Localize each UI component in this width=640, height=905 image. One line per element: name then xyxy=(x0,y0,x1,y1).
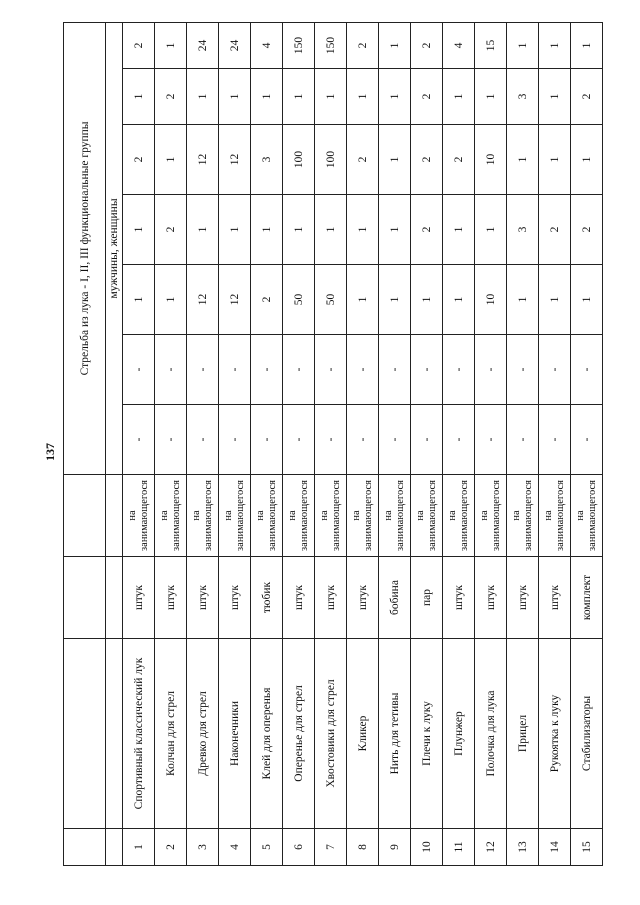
qty-cell: - xyxy=(538,404,570,474)
term-cell: 1 xyxy=(474,194,506,264)
term-cell: 2 xyxy=(410,68,442,124)
row-number: 3 xyxy=(186,828,218,865)
qty-cell: 100 xyxy=(282,124,314,194)
qty-cell: 1 xyxy=(378,22,410,68)
header-row xyxy=(63,22,105,865)
unit: пар xyxy=(410,556,442,638)
term-cell: 1 xyxy=(250,194,282,264)
term-cell: 1 xyxy=(378,194,410,264)
qty-cell: - xyxy=(122,404,154,474)
qty-cell: - xyxy=(506,334,538,404)
qty-cell: 15 xyxy=(474,22,506,68)
qty-cell: 2 xyxy=(250,264,282,334)
qty-cell: 10 xyxy=(474,264,506,334)
qty-cell: - xyxy=(346,334,378,404)
term-cell: 1 xyxy=(538,68,570,124)
qty-cell: 100 xyxy=(314,124,346,194)
qty-cell: 50 xyxy=(314,264,346,334)
table-row xyxy=(250,22,282,865)
header-cell-empty xyxy=(63,828,105,865)
distribution: на занимающегося xyxy=(346,474,378,556)
unit: штук xyxy=(154,556,186,638)
unit: штук xyxy=(218,556,250,638)
term-cell: 2 xyxy=(154,68,186,124)
term-cell: 2 xyxy=(410,194,442,264)
item-name: Хвостовики для стрел xyxy=(314,638,346,828)
distribution: на занимающегося xyxy=(250,474,282,556)
table-row xyxy=(378,22,410,865)
qty-cell: - xyxy=(186,334,218,404)
unit: штук xyxy=(314,556,346,638)
qty-cell: 150 xyxy=(282,22,314,68)
qty-cell: - xyxy=(250,404,282,474)
term-cell: 1 xyxy=(282,194,314,264)
header-cell-empty xyxy=(105,556,122,638)
unit: комплект xyxy=(570,556,602,638)
term-cell: 3 xyxy=(506,68,538,124)
qty-cell: 1 xyxy=(506,124,538,194)
row-number: 1 xyxy=(122,828,154,865)
term-cell: 2 xyxy=(154,194,186,264)
unit: бобина xyxy=(378,556,410,638)
item-name: Спортивный классический лук xyxy=(122,638,154,828)
qty-cell: 1 xyxy=(570,22,602,68)
item-name: Полочка для лука xyxy=(474,638,506,828)
qty-cell: - xyxy=(314,404,346,474)
qty-cell: 2 xyxy=(410,124,442,194)
item-name: Клей для оперенья xyxy=(250,638,282,828)
equipment-table xyxy=(63,21,603,865)
term-cell: 1 xyxy=(186,68,218,124)
qty-cell: 50 xyxy=(282,264,314,334)
term-cell: 1 xyxy=(474,68,506,124)
item-name: Нить для тетивы xyxy=(378,638,410,828)
table-row xyxy=(506,22,538,865)
unit: штук xyxy=(346,556,378,638)
qty-cell: - xyxy=(378,404,410,474)
qty-cell: - xyxy=(186,404,218,474)
item-name: Древко для стрел xyxy=(186,638,218,828)
row-number: 8 xyxy=(346,828,378,865)
qty-cell: 1 xyxy=(538,124,570,194)
item-name: Прицел xyxy=(506,638,538,828)
qty-cell: - xyxy=(474,404,506,474)
term-cell: 1 xyxy=(442,68,474,124)
item-name: Оперенье для стрел xyxy=(282,638,314,828)
qty-cell: - xyxy=(346,404,378,474)
qty-cell: - xyxy=(570,334,602,404)
item-name: Колчан для стрел xyxy=(154,638,186,828)
row-number: 7 xyxy=(314,828,346,865)
qty-cell: - xyxy=(218,334,250,404)
qty-cell: 150 xyxy=(314,22,346,68)
qty-cell: 24 xyxy=(218,22,250,68)
qty-cell: - xyxy=(314,334,346,404)
qty-cell: - xyxy=(218,404,250,474)
item-name: Кликер xyxy=(346,638,378,828)
qty-cell: 2 xyxy=(122,22,154,68)
term-cell: 1 xyxy=(218,68,250,124)
distribution: на занимающегося xyxy=(314,474,346,556)
row-number: 14 xyxy=(538,828,570,865)
unit: штук xyxy=(474,556,506,638)
qty-cell: 1 xyxy=(122,264,154,334)
header-cell-empty xyxy=(105,828,122,865)
term-cell: 1 xyxy=(346,194,378,264)
row-number: 4 xyxy=(218,828,250,865)
distribution: на занимающегося xyxy=(442,474,474,556)
unit: штук xyxy=(506,556,538,638)
qty-cell: 12 xyxy=(218,264,250,334)
qty-cell: 1 xyxy=(410,264,442,334)
row-number: 13 xyxy=(506,828,538,865)
qty-cell: - xyxy=(538,334,570,404)
table-row xyxy=(314,22,346,865)
distribution: на занимающегося xyxy=(506,474,538,556)
header-cell-empty xyxy=(105,474,122,556)
table-row xyxy=(474,22,506,865)
qty-cell: 12 xyxy=(186,124,218,194)
item-name: Плечи к луку xyxy=(410,638,442,828)
term-cell: 1 xyxy=(442,194,474,264)
qty-cell: 3 xyxy=(250,124,282,194)
term-cell: 1 xyxy=(250,68,282,124)
term-cell: 1 xyxy=(346,68,378,124)
row-number: 6 xyxy=(282,828,314,865)
distribution: на занимающегося xyxy=(218,474,250,556)
qty-cell: - xyxy=(154,334,186,404)
group-subtitle: мужчины, женщины xyxy=(105,22,122,474)
qty-cell: - xyxy=(282,404,314,474)
qty-cell: 2 xyxy=(442,124,474,194)
qty-cell: 1 xyxy=(538,22,570,68)
item-name: Стабилизаторы xyxy=(570,638,602,828)
qty-cell: - xyxy=(410,334,442,404)
qty-cell: - xyxy=(154,404,186,474)
table-row xyxy=(218,22,250,865)
item-name: Плунжер xyxy=(442,638,474,828)
row-number: 11 xyxy=(442,828,474,865)
term-cell: 2 xyxy=(570,68,602,124)
rotated-table-container xyxy=(63,36,597,866)
qty-cell: 1 xyxy=(154,124,186,194)
table-row xyxy=(282,22,314,865)
qty-cell: 1 xyxy=(506,22,538,68)
unit: штук xyxy=(186,556,218,638)
qty-cell: - xyxy=(410,404,442,474)
qty-cell: 12 xyxy=(218,124,250,194)
row-number: 15 xyxy=(570,828,602,865)
item-name: Рукоятка к луку xyxy=(538,638,570,828)
distribution: на занимающегося xyxy=(538,474,570,556)
qty-cell: - xyxy=(122,334,154,404)
table-row xyxy=(410,22,442,865)
qty-cell: 1 xyxy=(154,22,186,68)
table-row xyxy=(186,22,218,865)
table-row xyxy=(570,22,602,865)
term-cell: 1 xyxy=(122,194,154,264)
qty-cell: 1 xyxy=(570,264,602,334)
qty-cell: - xyxy=(250,334,282,404)
row-number: 2 xyxy=(154,828,186,865)
row-number: 5 xyxy=(250,828,282,865)
item-name: Наконечники xyxy=(218,638,250,828)
qty-cell: 4 xyxy=(442,22,474,68)
distribution: на занимающегося xyxy=(474,474,506,556)
header-cell-empty xyxy=(63,474,105,556)
term-cell: 1 xyxy=(314,194,346,264)
header-cell-empty xyxy=(63,556,105,638)
qty-cell: 1 xyxy=(442,264,474,334)
term-cell: 1 xyxy=(122,68,154,124)
term-cell: 1 xyxy=(218,194,250,264)
qty-cell: 4 xyxy=(250,22,282,68)
qty-cell: 2 xyxy=(346,124,378,194)
distribution: на занимающегося xyxy=(282,474,314,556)
qty-cell: 2 xyxy=(346,22,378,68)
term-cell: 2 xyxy=(538,194,570,264)
unit: штук xyxy=(538,556,570,638)
term-cell: 2 xyxy=(570,194,602,264)
qty-cell: 1 xyxy=(538,264,570,334)
distribution: на занимающегося xyxy=(378,474,410,556)
qty-cell: 1 xyxy=(346,264,378,334)
page-number: 137 xyxy=(43,443,57,461)
header-row xyxy=(105,22,122,865)
term-cell: 1 xyxy=(186,194,218,264)
row-number: 12 xyxy=(474,828,506,865)
group-title: Стрельба из лука - I, II, III функциональные группы xyxy=(63,22,105,474)
unit: штук xyxy=(122,556,154,638)
header-cell-empty xyxy=(105,638,122,828)
qty-cell: 1 xyxy=(154,264,186,334)
term-cell: 1 xyxy=(378,68,410,124)
distribution: на занимающегося xyxy=(186,474,218,556)
term-cell: 1 xyxy=(282,68,314,124)
table-row xyxy=(154,22,186,865)
qty-cell: 1 xyxy=(570,124,602,194)
qty-cell: - xyxy=(474,334,506,404)
qty-cell: 2 xyxy=(410,22,442,68)
term-cell: 3 xyxy=(506,194,538,264)
qty-cell: 12 xyxy=(186,264,218,334)
qty-cell: - xyxy=(570,404,602,474)
table-row xyxy=(442,22,474,865)
qty-cell: 2 xyxy=(122,124,154,194)
header-cell-empty xyxy=(63,638,105,828)
table-row xyxy=(346,22,378,865)
qty-cell: 10 xyxy=(474,124,506,194)
row-number: 10 xyxy=(410,828,442,865)
row-number: 9 xyxy=(378,828,410,865)
unit: штук xyxy=(282,556,314,638)
distribution: на занимающегося xyxy=(122,474,154,556)
distribution: на занимающегося xyxy=(410,474,442,556)
qty-cell: 1 xyxy=(506,264,538,334)
qty-cell: - xyxy=(506,404,538,474)
qty-cell: - xyxy=(442,404,474,474)
qty-cell: - xyxy=(442,334,474,404)
qty-cell: - xyxy=(282,334,314,404)
qty-cell: - xyxy=(378,334,410,404)
table-row xyxy=(122,22,154,865)
qty-cell: 1 xyxy=(378,124,410,194)
term-cell: 1 xyxy=(314,68,346,124)
distribution: на занимающегося xyxy=(570,474,602,556)
unit: тюбик xyxy=(250,556,282,638)
qty-cell: 24 xyxy=(186,22,218,68)
qty-cell: 1 xyxy=(378,264,410,334)
table-row xyxy=(538,22,570,865)
unit: штук xyxy=(442,556,474,638)
distribution: на занимающегося xyxy=(154,474,186,556)
